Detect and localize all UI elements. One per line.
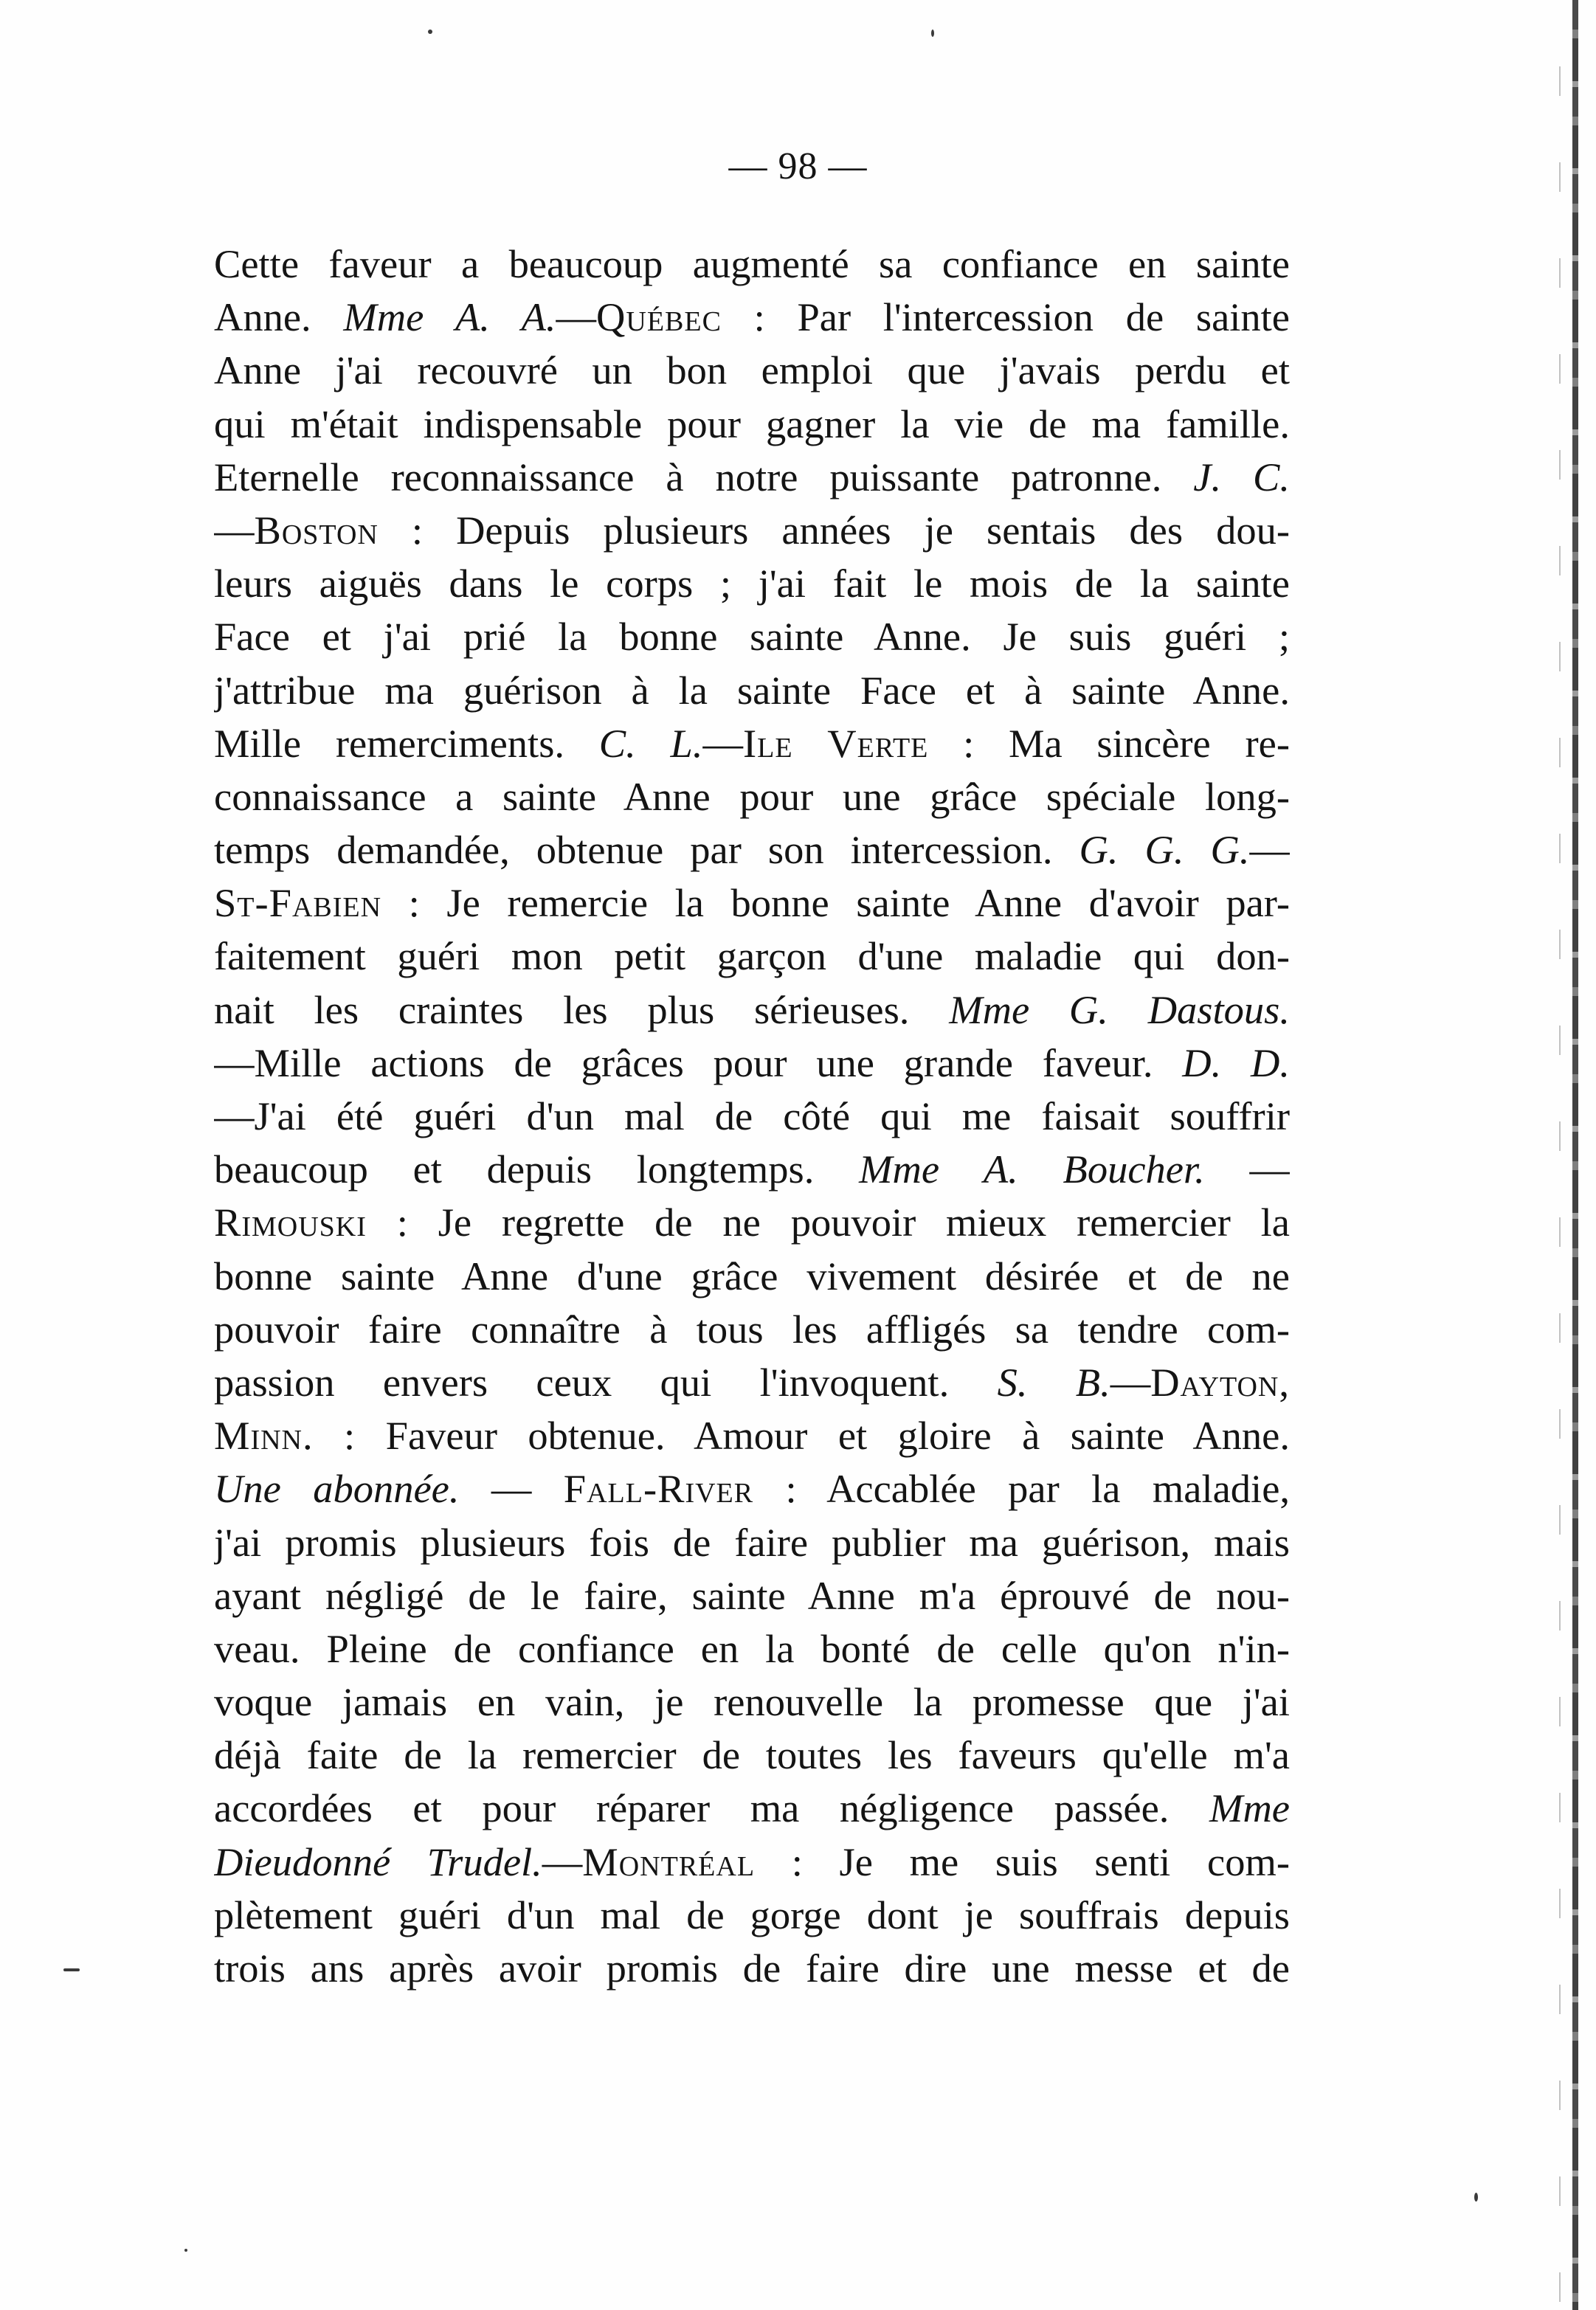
text-run: nait les craintes les plus sérieuses. xyxy=(214,986,950,1032)
text-run: : Faveur obtenue. Amour et gloire à sainte Anne. xyxy=(313,1413,1290,1459)
text-line xyxy=(214,1676,1290,1729)
text-run: temps demandée, obtenue par son intercession. xyxy=(214,827,1079,873)
text-line xyxy=(214,610,1290,663)
text-line xyxy=(214,876,1290,930)
signature-text: Mme G. Dastous. xyxy=(949,986,1290,1032)
text-line xyxy=(214,1729,1290,1782)
scan-speck xyxy=(931,30,934,37)
text-line xyxy=(214,1782,1290,1835)
text-run: ayant négligé de le faire, sainte Anne m'a éprouvé de nou- xyxy=(214,1572,1290,1618)
place-name: Dayton, xyxy=(1150,1359,1290,1405)
text-run: veau. Pleine de confiance en la bonté de celle qu'on n'in- xyxy=(214,1625,1290,1671)
signature-text: Une abonnée. xyxy=(214,1466,460,1512)
place-name: St-Fabien xyxy=(214,880,382,926)
text-line xyxy=(214,1196,1290,1249)
place-name: Minn. xyxy=(214,1413,314,1459)
text-line xyxy=(214,1516,1290,1569)
text-line xyxy=(214,291,1290,344)
text-run: — xyxy=(702,720,743,766)
text-line xyxy=(214,1622,1290,1676)
text-run: j'attribue ma guérison à la sainte Face et à sainte Anne. xyxy=(214,667,1290,713)
text-line xyxy=(214,1836,1290,1889)
text-run: connaissance a sainte Anne pour une grâce spéciale long- xyxy=(214,773,1290,819)
text-run: qui m'était indispensable pour gagner la vie de ma famille. xyxy=(214,401,1290,446)
text-run: voque jamais en vain, je renouvelle la promesse que j'ai xyxy=(214,1679,1290,1725)
text-line xyxy=(214,238,1290,291)
text-run: —Mille actions de grâces pour une grande faveur. xyxy=(214,1040,1183,1085)
scan-speck xyxy=(428,30,432,34)
place-name: Rimouski xyxy=(214,1200,367,1245)
text-line xyxy=(214,1250,1290,1303)
text-run: pouvoir faire connaître à tous les affligés sa tendre com- xyxy=(214,1306,1290,1352)
text-run: : Depuis plusieurs années je sentais des dou- xyxy=(378,507,1290,553)
signature-text: D. D. xyxy=(1182,1040,1290,1085)
text-run: Anne j'ai recouvré un bon emploi que j'avais perdu et xyxy=(214,347,1290,393)
text-run: Mille remerciments. xyxy=(214,720,599,766)
text-run: : Je me suis senti com- xyxy=(755,1839,1290,1884)
text-run: : Je remercie la bonne sainte Anne d'avoir par- xyxy=(381,880,1290,926)
scan-speck xyxy=(63,1968,80,1971)
scan-speck xyxy=(1474,2193,1478,2202)
text-run: — xyxy=(214,507,255,553)
text-line xyxy=(214,770,1290,823)
text-run: : Ma sincère re- xyxy=(928,720,1290,766)
text-line xyxy=(214,664,1290,717)
text-run: passion envers ceux qui l'invoquent. xyxy=(214,1359,998,1405)
scan-speck xyxy=(184,2249,187,2252)
text-run: trois ans après avoir promis de faire dire une messe et de xyxy=(214,1946,1290,1991)
text-line xyxy=(214,398,1290,451)
text-line xyxy=(214,1889,1290,1942)
place-name: Québec xyxy=(596,294,722,340)
text-line xyxy=(214,823,1290,876)
text-run: faitement guéri mon petit garçon d'une maladie qui don- xyxy=(214,933,1290,979)
text-run: plètement guéri d'un mal de gorge dont je souffrais depuis xyxy=(214,1892,1290,1937)
text-line xyxy=(214,1037,1290,1090)
text-line xyxy=(214,1303,1290,1356)
place-name: Fall-River xyxy=(563,1466,754,1512)
text-run: j'ai promis plusieurs fois de faire publier ma guérison, mais xyxy=(214,1519,1290,1565)
text-run: — xyxy=(459,1466,564,1512)
text-run: accordées et pour réparer ma négligence passée. xyxy=(214,1785,1210,1831)
text-run: déjà faite de la remercier de toutes les faveurs qu'elle m'a xyxy=(214,1732,1290,1778)
text-line xyxy=(214,1409,1290,1462)
text-line xyxy=(214,983,1290,1037)
text-run: — xyxy=(556,294,597,340)
text-line xyxy=(214,1569,1290,1622)
text-line xyxy=(214,344,1290,397)
signature-text: Mme xyxy=(1209,1785,1290,1831)
text-line xyxy=(214,1143,1290,1196)
text-run: —J'ai été guéri d'un mal de côté qui me faisait souffrir xyxy=(214,1093,1290,1138)
text-run: Face et j'ai prié la bonne sainte Anne. Je suis guéri ; xyxy=(214,614,1290,660)
text-run: leurs aiguës dans le corps ; j'ai fait le mois de la sainte xyxy=(214,561,1290,606)
page-number: — 98 — xyxy=(728,145,868,187)
body-text xyxy=(214,238,1290,1995)
text-line xyxy=(214,557,1290,610)
text-run: : Accablée par la maladie, xyxy=(753,1466,1290,1512)
text-line xyxy=(214,930,1290,983)
text-line xyxy=(214,451,1290,504)
text-run: — xyxy=(1204,1147,1290,1192)
signature-text: S. B. xyxy=(997,1359,1110,1405)
place-name: Ile Verte xyxy=(742,720,929,766)
text-line xyxy=(214,1356,1290,1409)
signature-text: Dieudonné Trudel. xyxy=(214,1839,542,1884)
signature-text: G. G. G. xyxy=(1079,827,1250,873)
text-run: — xyxy=(1249,827,1290,873)
signature-text: C. L. xyxy=(598,720,703,766)
page-edge-line xyxy=(1559,0,1561,2310)
text-line xyxy=(214,1462,1290,1515)
text-run: beaucoup et depuis longtemps. xyxy=(214,1147,860,1192)
place-name: Montréal xyxy=(582,1839,756,1884)
page-edge-shadow xyxy=(1572,0,1578,2310)
place-name: Boston xyxy=(254,507,379,553)
text-line xyxy=(214,504,1290,557)
signature-text: J. C. xyxy=(1193,454,1290,499)
text-run: : Je regrette de ne pouvoir mieux remercier la xyxy=(366,1200,1290,1245)
text-run: Anne. xyxy=(214,294,344,340)
text-run: — xyxy=(542,1839,583,1884)
signature-text: Mme A. Boucher. xyxy=(859,1147,1205,1192)
text-run: : Par l'intercession de sainte xyxy=(721,294,1290,340)
text-run: Cette faveur a beaucoup augmenté sa confiance en sainte xyxy=(214,241,1290,286)
text-line xyxy=(214,1942,1290,1995)
text-run: — xyxy=(1110,1359,1151,1405)
text-line xyxy=(214,717,1290,770)
text-run: Eternelle reconnaissance à notre puissante patronne. xyxy=(214,454,1194,499)
text-run: bonne sainte Anne d'une grâce vivement désirée et de ne xyxy=(214,1253,1290,1298)
text-line xyxy=(214,1090,1290,1143)
signature-text: Mme A. A. xyxy=(343,294,556,340)
